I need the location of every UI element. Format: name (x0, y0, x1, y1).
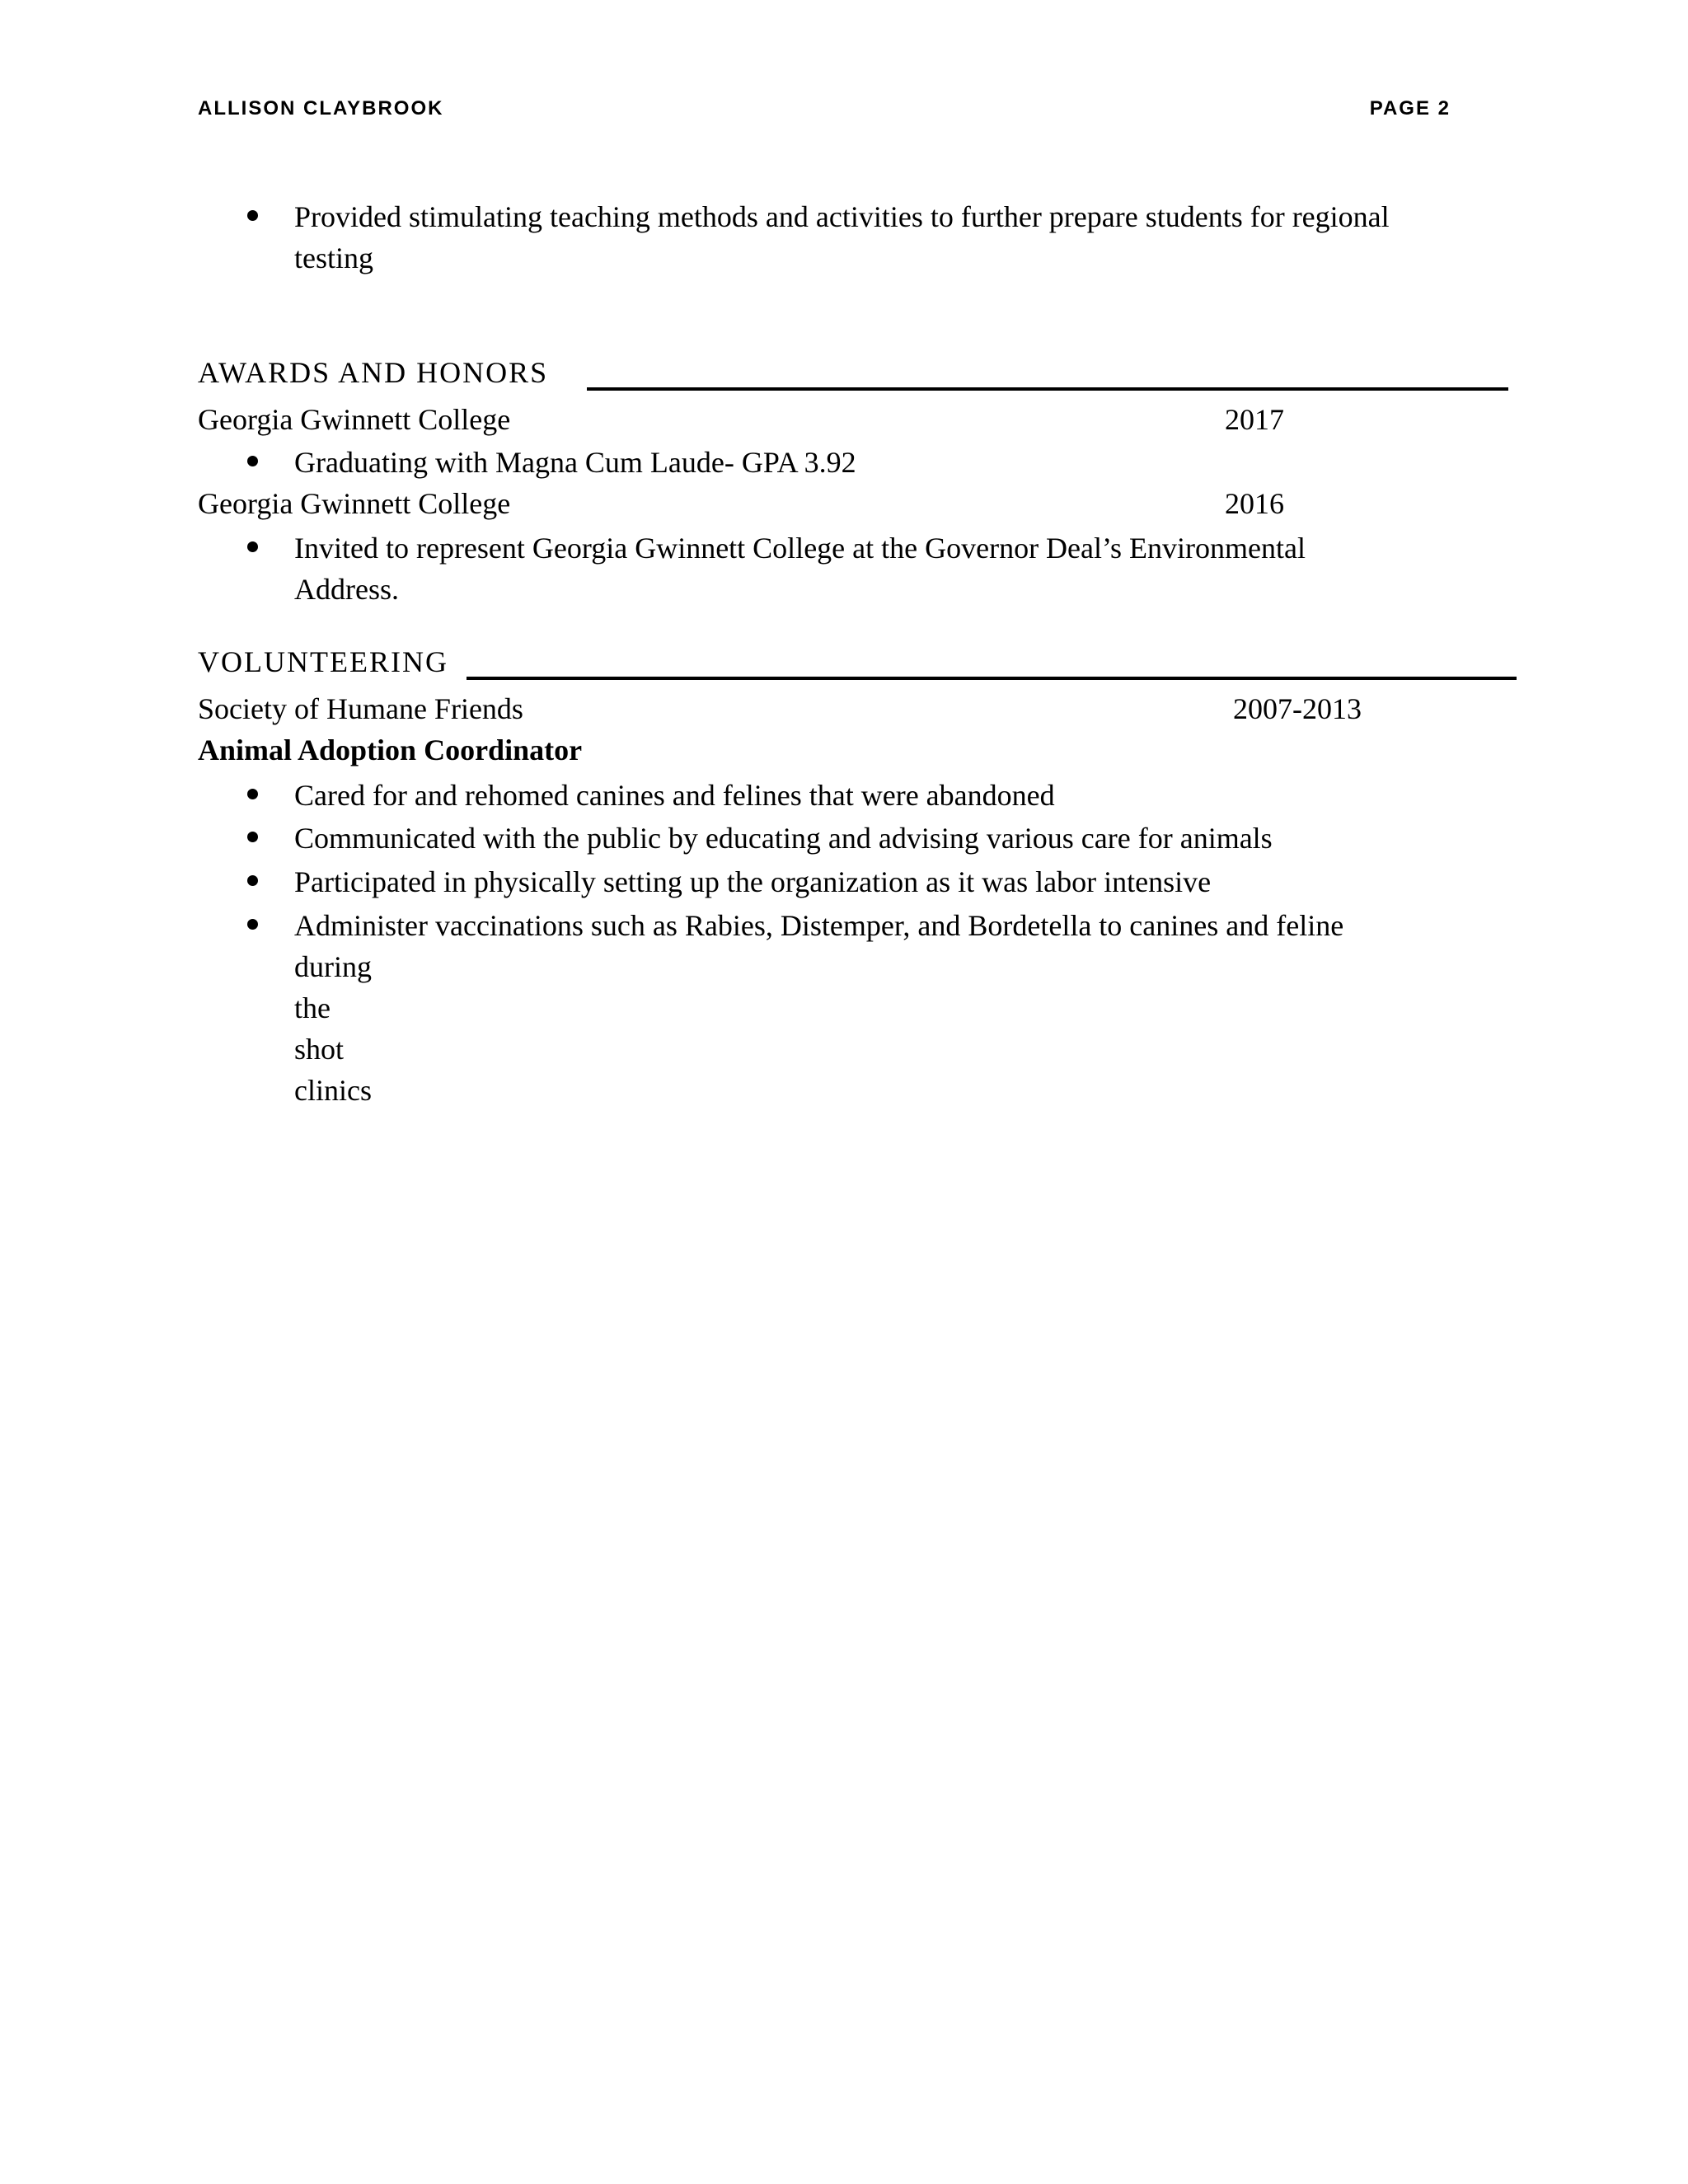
page-header (198, 97, 1451, 130)
bullet-icon (247, 456, 258, 466)
award-year: 2017 (1225, 403, 1284, 436)
award-year: 2016 (1225, 487, 1284, 520)
award-org: Georgia Gwinnett College (198, 403, 511, 436)
bullet-icon (247, 832, 258, 842)
header-name: ALLISON CLAYBROOK (198, 97, 444, 120)
volunteer-years: 2007-2013 (1233, 692, 1362, 725)
section-divider (587, 387, 1508, 391)
bullet-icon (247, 875, 258, 886)
volunteer-org: Society of Humane Friends (198, 692, 523, 725)
bullet-icon (247, 541, 258, 552)
award-org: Georgia Gwinnett College (198, 487, 511, 520)
volunteer-role: Animal Adoption Coordinator (198, 733, 583, 766)
bullet-icon (247, 919, 258, 930)
bullet-icon (247, 789, 258, 799)
section-divider (467, 677, 1517, 680)
bullet-icon (247, 210, 258, 221)
header-page-number: PAGE 2 (1369, 97, 1451, 120)
section-heading-awards: AWARDS AND HONORS (198, 356, 549, 389)
section-heading-volunteering: VOLUNTEERING (198, 645, 448, 678)
